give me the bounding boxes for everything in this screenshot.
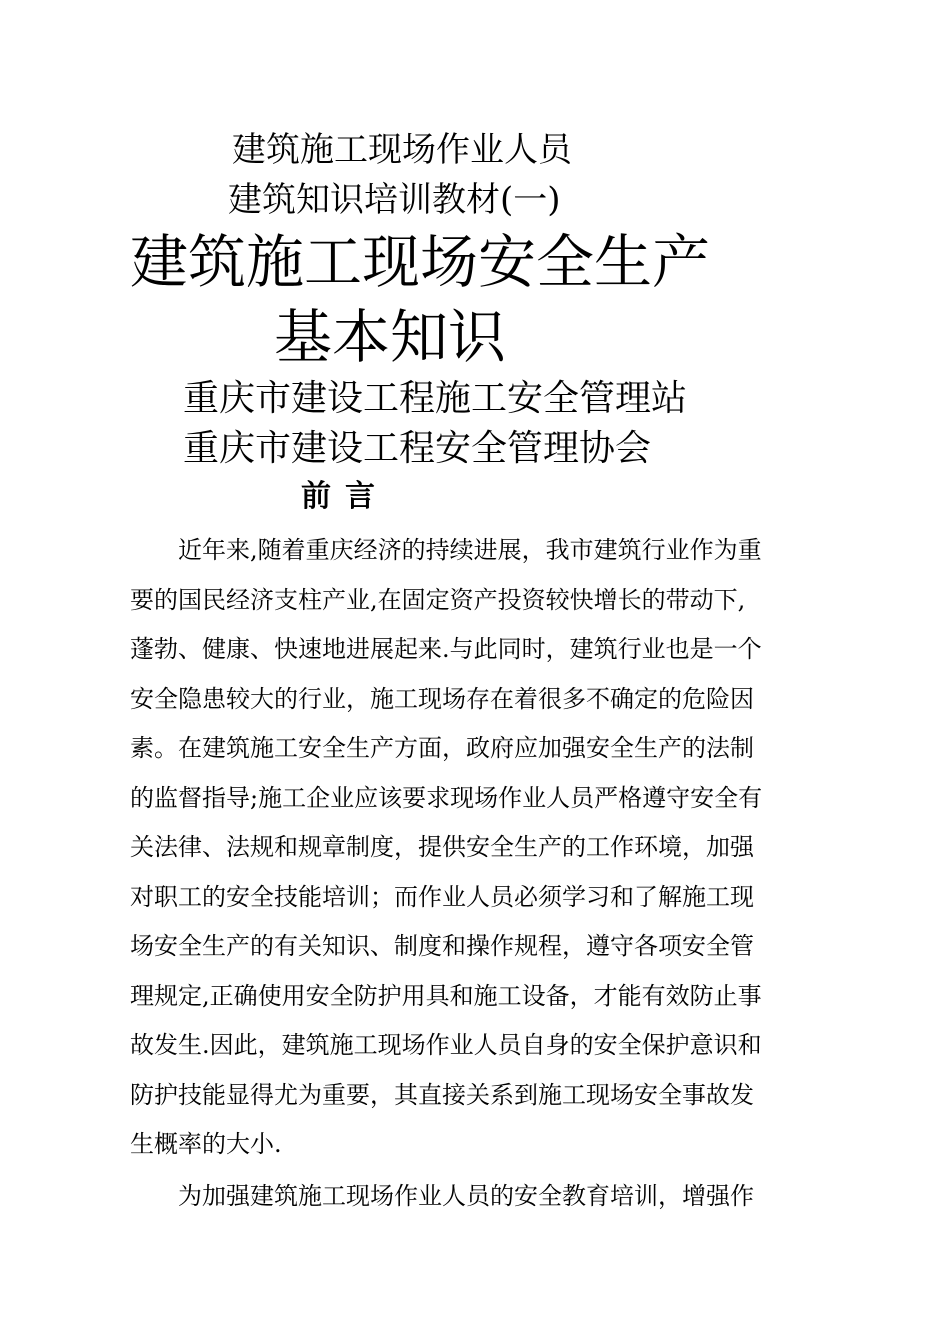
main-title-line-2: 基本知识 [274,303,507,371]
paragraph-line: 的监督指导;施工企业应该要求现场作业人员严格遵守安全有 [130,783,763,812]
paragraph-line: 要的国民经济支柱产业,在固定资产投资较快增长的带动下, [130,585,746,614]
paragraph-line: 安全隐患较大的行业，施工现场存在着很多不确定的危险因 [130,684,754,713]
paragraph-line: 蓬勃、健康、快速地进展起来.与此同时，建筑行业也是一个 [130,635,762,663]
main-title-line-1: 建筑施工现场安全生产 [130,228,711,296]
paragraph-line: 近年来,随着重庆经济的持续进展，我市建筑行业作为重 [130,536,762,564]
preface-paragraph-1 [130,534,810,1178]
subtitle-line-2: 建筑知识培训教材(一) [228,180,561,220]
paragraph-line: 生概率的大小. [130,1130,282,1158]
preface-paragraph-2 [130,1180,810,1230]
organization-2: 重庆市建设工程安全管理协会 [183,428,652,469]
paragraph-line: 对职工的安全技能培训；而作业人员必须学习和了解施工现 [130,882,754,911]
preface-heading: 前言 [301,479,389,514]
paragraph-line: 场安全生产的有关知识、制度和操作规程，遵守各项安全管 [130,932,754,960]
paragraph-line: 防护技能显得尤为重要，其直接关系到施工现场安全事故发 [130,1080,754,1109]
organization-1: 重庆市建设工程施工安全管理站 [183,378,688,419]
paragraph-line: 关法律、法规和规章制度，提供安全生产的工作环境，加强 [130,833,754,861]
subtitle-line-1: 建筑施工现场作业人员 [232,130,572,170]
paragraph-line: 素。在建筑施工安全生产方面，政府应加强安全生产的法制 [130,734,754,762]
paragraph-line: 理规定,正确使用安全防护用具和施工设备，才能有效防止事 [130,981,762,1010]
paragraph-line: 为加强建筑施工现场作业人员的安全教育培训，增强作 [130,1182,754,1210]
paragraph-line: 故发生.因此，建筑施工现场作业人员自身的安全保护意识和 [130,1031,762,1059]
